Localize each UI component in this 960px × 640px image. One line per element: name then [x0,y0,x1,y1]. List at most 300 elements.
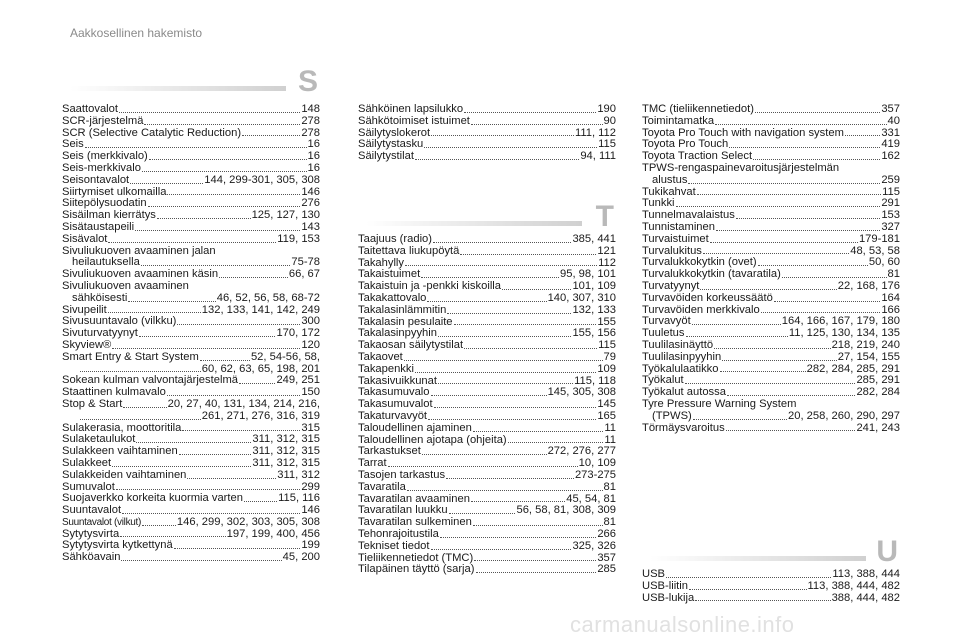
dot-leader [139,336,276,337]
dot-leader [80,419,201,420]
index-term: Suuntavalot [62,504,122,517]
page-numbers: 155, 156 [572,327,616,340]
page-numbers: 16 [307,161,320,174]
page-numbers: 241, 243 [856,421,900,434]
index-entry [642,411,900,423]
dot-leader [703,253,849,254]
page-numbers: 140, 307, 310 [547,291,616,304]
dot-leader [422,454,547,455]
page-numbers: 150 [301,386,320,399]
page-numbers: 143 [301,220,320,233]
page-numbers: 299 [301,480,320,493]
index-term: Sähköinen lapsilukko [358,103,464,115]
index-entry [358,529,616,541]
index-term: Taajuus (radio) [358,233,432,245]
dot-leader [460,254,596,255]
index-term: Taloudellinen ajaminen [358,421,472,434]
index-term: Staattinen kulmavalo [62,386,166,399]
dot-leader [726,430,856,431]
index-term: Turvaistuimet [642,232,709,245]
index-list-u-col3 [642,569,900,604]
index-entry-title: TPWS-rengaspainevaroitusjärjestelmän [642,161,840,174]
index-term: Toyota Pro Touch [642,138,729,151]
page-numbers: 357 [597,551,616,564]
index-term: Tehonrajoitustila [358,527,439,540]
dot-leader [108,242,276,243]
index-term: Siitepölysuodatin [62,197,147,210]
dot-leader [182,430,300,431]
index-term: sähköisesti [72,291,128,304]
index-term: Sivupeilit [62,303,107,316]
index-entry [62,222,320,234]
page-numbers: 66, 67 [288,268,320,281]
index-entry [62,470,320,482]
index-entry [62,128,320,140]
index-entry [62,552,320,564]
dot-leader [440,537,596,538]
dot-leader [142,171,307,172]
page-numbers: 11, 125, 130, 134, 135 [788,327,900,340]
page-numbers: 266 [597,527,616,540]
dot-leader [128,301,215,302]
index-entry [642,116,900,128]
dot-leader [421,277,559,278]
index-term: Tekniset tiedot [358,539,430,552]
page-numbers: 199 [301,539,320,552]
dot-leader [686,336,788,337]
index-list-t-col2 [358,234,616,576]
index-entry [358,482,616,494]
index-term: Sisäilman kierrätys [62,209,156,222]
index-term: Takalasinlämmitin [358,303,447,316]
index-term: Turvalukkokytkin (tavaratila) [642,268,781,281]
index-term: Seis-merkkivalo [62,161,141,174]
section-s [62,65,320,564]
page-numbers: 162 [881,150,900,163]
page-numbers: 146 [301,185,320,198]
dot-leader [130,183,203,184]
index-list-s-col1 [62,104,320,564]
index-term: Tunnelmavalaistus [642,209,735,222]
index-term: Työkalulaatikko [642,362,719,375]
page-numbers: 357 [881,103,900,115]
page-numbers: 81 [603,516,616,529]
dot-leader [108,312,201,313]
index-entry [642,352,900,364]
index-term: TMC (tieliikennetiedot) [642,103,754,115]
dot-leader [167,194,300,195]
dot-leader [727,395,855,396]
dot-leader [774,301,881,302]
index-term: Sulakkeiden vaihtaminen [62,468,187,481]
page-numbers: 218, 219, 240 [831,338,900,351]
index-term: Suuntavalot (vilkut) [62,516,142,528]
index-entry [62,517,320,529]
dot-leader [716,230,880,231]
page-numbers: 113, 388, 444, 482 [807,579,900,592]
dot-leader [157,218,251,219]
index-entry [642,187,900,199]
page-numbers: 285 [597,563,616,576]
index-entry [358,116,616,128]
watermark: carmanualsonline.info [570,612,795,637]
index-term: Turvatyynyt [642,279,700,292]
page-numbers: 109 [597,362,616,375]
index-entry [62,352,320,364]
page-numbers: 300 [301,315,320,328]
dot-leader [685,383,856,384]
dot-leader [120,536,225,537]
index-term: Suojaverkko korkeita kuormia varten [62,492,243,505]
index-term: alustus [652,173,688,186]
index-term: Tavaratilan sulkeminen [358,516,472,529]
index-term: Työkalut autossa [642,386,726,399]
page-numbers: 331 [881,126,900,139]
dot-leader [782,277,887,278]
index-entry [62,116,320,128]
index-entry [642,340,900,352]
index-term: Takapenkki [358,362,414,375]
page-numbers: 50, 60 [868,256,900,269]
index-term: Sisätaustapeili [62,220,135,233]
page-numbers: 166 [881,303,900,316]
index-term: Tarrat [358,457,387,470]
index-term: Takahylly [358,256,405,269]
page-numbers: 125, 127, 130 [251,209,320,222]
dot-leader [177,324,300,325]
dot-leader [688,183,880,184]
index-entry [642,222,900,234]
index-entry [358,411,616,423]
index-entry [358,470,616,482]
dot-leader [119,112,300,113]
dot-leader [447,313,571,314]
index-entry [62,234,320,246]
index-term: Turvavöiden merkkivalo [642,303,760,316]
page-numbers: 94, 111 [580,150,616,163]
index-list-t-col3 [642,104,900,434]
page-numbers: 46, 52, 56, 58, 68-72 [216,291,320,304]
page-numbers: 45, 54, 81 [566,492,616,505]
index-term: Tunnistaminen [642,220,715,233]
index-term: Sulakerasia, moottoritila [62,421,182,434]
index-term: Taloudellinen ajotapa (ohjeita) [358,433,507,446]
index-term: Sivuliukuoven avaaminen käsin [62,268,219,281]
index-term: (TPWS) [652,409,692,422]
page-numbers: 144, 299-301, 305, 308 [204,173,320,186]
dot-leader [123,407,166,408]
dot-leader [242,135,300,136]
index-entry [62,163,320,175]
page-numbers: 146 [301,504,320,517]
dot-leader [446,478,574,479]
index-term: Toyota Traction Select [642,150,753,163]
index-list-s-col2 [358,104,616,163]
index-term: SCR-järjestelmä [62,114,144,127]
section-t-header [358,200,616,233]
dot-leader [471,501,565,502]
index-entry [62,458,320,470]
index-entry-title: Sivuliukuoven avaaminen jalan [62,244,216,257]
index-term: Tilapäinen täyttö (sarja) [358,563,475,576]
index-term: Turvalukitus [642,244,702,257]
dot-leader [476,572,597,573]
index-term: Sisävalot [62,232,108,245]
index-term: Tuulilasinpyyhin [642,350,722,363]
index-entry [642,593,900,605]
index-entry [642,234,900,246]
page-numbers: 115, 118 [574,374,616,387]
index-entry [358,246,616,258]
index-term: Stop & Start [62,397,123,410]
dot-leader [142,525,176,526]
index-entry [358,564,616,576]
index-entry [62,175,320,187]
index-term: Sivuturvatyynyt [62,327,138,340]
page-numbers: 272, 276, 277 [547,445,616,458]
index-entry [62,293,320,305]
dot-leader [112,348,300,349]
index-term: Sytytysvirta [62,527,120,540]
index-term: Takalasin pesulaite [358,315,453,328]
page-numbers: 115 [598,339,616,352]
section-divider [650,556,866,561]
dot-leader [415,159,579,160]
index-term: Tavaratilan luukku [358,504,448,517]
index-term: Saattovalot [62,103,118,115]
dot-leader [428,419,596,420]
dot-leader [431,135,574,136]
index-term: Smart Entry & Start System [62,350,199,363]
dot-leader [714,348,830,349]
page-numbers: 261, 271, 276, 316, 319 [201,409,320,422]
index-term: USB-lukija [642,591,695,604]
dot-leader [710,242,858,243]
page-numbers: 291 [881,197,900,210]
page-numbers: 419 [881,138,900,151]
dot-leader [454,324,597,325]
page-numbers: 273-275 [574,468,616,481]
index-term: heilautuksella [72,256,140,269]
dot-leader [845,135,880,136]
index-term: Takaistuimet [358,268,421,281]
index-term: Turvavyöt [642,315,691,328]
page-numbers: 285, 291 [856,374,900,387]
index-term: Tavaratilan avaaminen [358,492,470,505]
index-entry [62,340,320,352]
dot-leader [438,336,571,337]
index-entry-continuation [62,411,320,423]
dot-leader [471,124,603,125]
index-term: Tukikahvat [642,185,696,198]
dot-leader [405,265,597,266]
page-numbers: 115 [882,185,900,198]
index-term: Tunkki [642,197,675,210]
page-numbers: 132, 133, 141, 142, 249 [201,303,320,316]
dot-leader [695,600,830,601]
page-header: Aakkosellinen hakemisto [70,26,203,40]
page-numbers: 95, 98, 101 [560,268,616,281]
dot-leader [758,265,868,266]
dot-leader [187,478,276,479]
dot-leader [200,360,250,361]
index-entry [642,581,900,593]
page-numbers: 115 [598,138,616,151]
page-numbers: 56, 58, 81, 308, 309 [516,504,616,517]
dot-leader [174,548,301,549]
index-term: Sokean kulman valvontajärjestelmä [62,374,238,387]
index-term: Skyview® [62,338,112,351]
index-term: Sulakkeet [62,456,112,469]
dot-leader [761,312,881,313]
page-numbers: 327 [881,220,900,233]
section-t [358,200,616,576]
dot-leader [715,124,886,125]
page-numbers: 11 [604,433,616,446]
page-numbers: 278 [301,114,320,127]
index-term: Tuulilasinäyttö [642,338,714,351]
dot-leader [692,324,781,325]
dot-leader [729,147,880,148]
dot-leader [438,383,573,384]
section-u-header [642,535,900,568]
dot-leader [112,466,251,467]
dot-leader [449,513,516,514]
dot-leader [700,289,836,290]
dot-leader [431,395,547,396]
page-numbers: 10, 109 [578,457,616,470]
dot-leader [474,560,596,561]
index-term: Sumuvalot [62,480,115,493]
page-numbers: 282, 284, 285, 291 [806,362,900,375]
index-term: Säilytystasku [358,138,424,151]
section-letter-t: T [595,200,614,233]
page-numbers: 190 [597,103,616,115]
page-numbers: 112 [598,256,616,269]
index-term: USB [642,568,666,580]
page-numbers: 132, 133 [572,303,616,316]
index-term: Taitettava liukupöytä [358,244,460,257]
dot-leader [473,431,604,432]
index-term: Törmäysvaroitus [642,421,725,434]
index-term: Takaosan säilytystilat [358,339,464,352]
page-numbers: 259 [881,173,900,186]
index-term: Turvalukkokytkin (ovet) [642,256,757,269]
page-numbers: 60, 62, 63, 65, 198, 201 [201,362,320,375]
page-numbers: 311, 312, 315 [252,456,320,469]
dot-leader [244,501,277,502]
dot-leader [415,372,596,373]
dot-leader [135,230,300,231]
index-entry [358,151,616,163]
page-numbers: 164, 166, 167, 179, 180 [781,315,900,328]
section-s-header [62,65,320,98]
index-entry [642,175,900,187]
dot-leader [722,360,837,361]
dot-leader [80,371,201,372]
index-entry-title: Sivuliukuoven avaaminen [62,279,189,292]
index-term: Sähkötoimiset istuimet [358,114,470,127]
page-numbers: 16 [307,150,320,163]
page-numbers: 48, 53, 58 [850,244,900,257]
page-numbers: 170, 172 [276,327,320,340]
page-numbers: 145, 305, 308 [547,386,616,399]
index-entry [62,399,320,411]
dot-leader [136,442,251,443]
index-term: Sivusuuntavalo (vilkku) [62,315,177,328]
section-letter-u: U [876,535,898,568]
index-term: Säilytystilat [358,150,414,163]
page-numbers: 155 [597,315,616,328]
dot-leader [473,525,603,526]
page-numbers: 164 [881,291,900,304]
page-numbers: 45, 200 [282,551,320,564]
index-entry [358,305,616,317]
page-numbers: 153 [881,209,900,222]
index-term: Takasumuvalo [358,386,430,399]
index-term: Turvavöiden korkeussäätö [642,291,773,304]
page-numbers: 11 [604,421,616,434]
index-term: Seis (merkkivalo) [62,150,148,163]
dot-leader [85,147,307,148]
dot-leader [388,466,578,467]
index-term: Takasivuikkunat [358,374,437,387]
section-divider [70,86,286,91]
page-numbers: 179-181 [858,232,900,245]
dot-leader [219,277,288,278]
index-term: Siirtymiset ulkomailla [62,185,167,198]
dot-leader [433,242,571,243]
dot-leader [676,206,881,207]
page-numbers: 311, 312, 315 [252,433,320,446]
dot-leader [424,147,597,148]
index-term: Sytytysvirta kytkettynä [62,539,173,552]
dot-leader [404,360,603,361]
page-numbers: 385, 441 [572,233,616,245]
index-term: Sulaketaulukot [62,433,136,446]
dot-leader [508,442,604,443]
dot-leader [122,513,300,514]
page-numbers: 197, 199, 400, 456 [226,527,320,540]
index-term: Tavaratila [358,480,406,493]
dot-leader [697,194,881,195]
page-numbers: 113, 388, 444 [832,568,900,580]
dot-leader [720,371,806,372]
dot-leader [434,407,597,408]
index-entry [358,293,616,305]
dot-leader [149,159,307,160]
page-numbers: 278 [301,126,320,139]
index-entry [358,423,616,435]
page-numbers: 16 [307,138,320,151]
page-numbers: 81 [887,268,900,281]
dot-leader [121,560,281,561]
index-term: Takakattovalo [358,291,427,304]
dot-leader [502,289,571,290]
index-term: SCR (Selective Catalytic Reduction) [62,126,242,139]
page-numbers: 119, 153 [277,232,320,245]
page-numbers: 81 [603,480,616,493]
page-numbers: 282, 284 [856,386,900,399]
page-numbers: 146, 299, 302, 303, 305, 308 [176,515,320,528]
page-numbers: 315 [301,421,320,434]
section-letter-s: S [297,65,318,98]
page-numbers: 20, 27, 40, 131, 134, 214, 216, [167,397,320,410]
dot-leader [179,454,252,455]
index-term: Sähköavain [62,551,121,564]
dot-leader [239,383,275,384]
dot-leader [755,112,880,113]
